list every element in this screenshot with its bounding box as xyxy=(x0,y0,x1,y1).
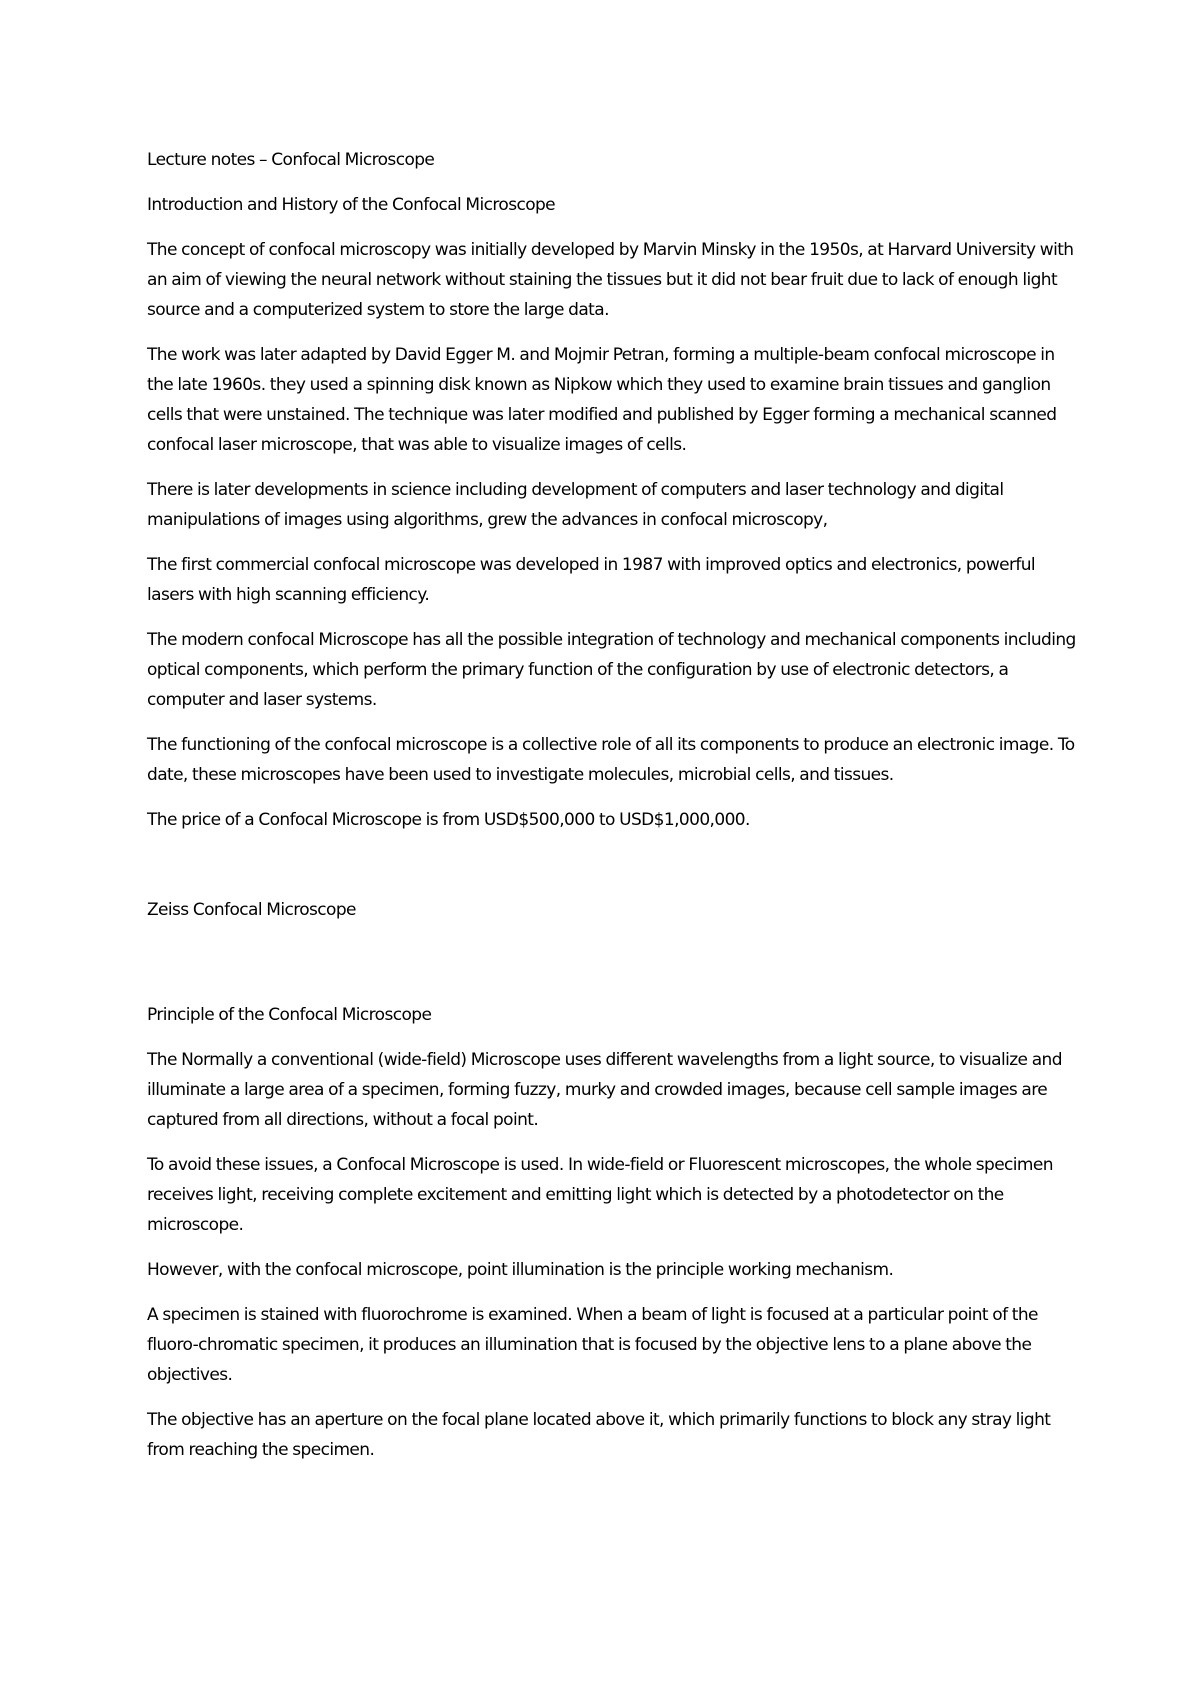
paragraph: The Normally a conventional (wide-field) Microscope uses different wavelengths from a light source, to visualize and illuminate a large area of a specimen, forming fuzzy, murky and crowded images, because cell sample images are captured from all directions, without a focal point. xyxy=(147,1050,1062,1130)
paragraph: The work was later adapted by David Egger M. and Mojmir Petran, forming a multiple-beam confocal microscope in the late 1960s. they used a spinning disk known as Nipkow which they used to examine brain tissues and ganglion cells that were unstained. The technique was later modified and published by Egger forming a mechanical scanned confocal laser microscope, that was able to visualize images of cells. xyxy=(147,345,1057,455)
paragraph: To avoid these issues, a Confocal Microscope is used. In wide-field or Fluorescent microscopes, the whole specimen receives light, receiving complete excitement and emitting light which is detected by a photodetector on the microscope. xyxy=(147,1155,1053,1235)
section-heading-zeiss: Zeiss Confocal Microscope xyxy=(147,900,356,920)
section-heading-principle: Principle of the Confocal Microscope xyxy=(147,1005,432,1025)
spacer xyxy=(147,940,1077,1000)
paragraph: The concept of confocal microscopy was initially developed by Marvin Minsky in the 1950s, at Harvard University with an aim of viewing the neural network without staining the tissues but it did not bear fruit due to lack of enough light source and a computerized system to store the large data. xyxy=(147,240,1074,320)
document-title: Lecture notes – Confocal Microscope xyxy=(147,150,435,170)
paragraph: There is later developments in science including development of computers and laser technology and digital manipulations of images using algorithms, grew the advances in confocal microscopy, xyxy=(147,480,1004,530)
section-heading-introduction: Introduction and History of the Confocal Microscope xyxy=(147,195,556,215)
paragraph: The objective has an aperture on the focal plane located above it, which primarily functions to block any stray light from reaching the specimen. xyxy=(147,1410,1051,1460)
paragraph: A specimen is stained with fluorochrome is examined. When a beam of light is focused at a particular point of the fluoro-chromatic specimen, it produces an illumination that is focused by the objective lens to a plane above the objectives. xyxy=(147,1305,1038,1385)
paragraph: The modern confocal Microscope has all the possible integration of technology and mechanical components including optical components, which perform the primary function of the configuration by use of electronic detectors, a computer and laser systems. xyxy=(147,630,1076,710)
paragraph: The functioning of the confocal microscope is a collective role of all its components to produce an electronic image. To date, these microscopes have been used to investigate molecules, microbial cells, and tissues. xyxy=(147,735,1075,785)
paragraph: The price of a Confocal Microscope is from USD$500,000 to USD$1,000,000. xyxy=(147,810,750,830)
spacer xyxy=(147,850,1077,895)
paragraph: However, with the confocal microscope, point illumination is the principle working mechanism. xyxy=(147,1260,894,1280)
document-body xyxy=(147,145,1077,1480)
paragraph: The first commercial confocal microscope was developed in 1987 with improved optics and electronics, powerful lasers with high scanning efficiency. xyxy=(147,555,1036,605)
